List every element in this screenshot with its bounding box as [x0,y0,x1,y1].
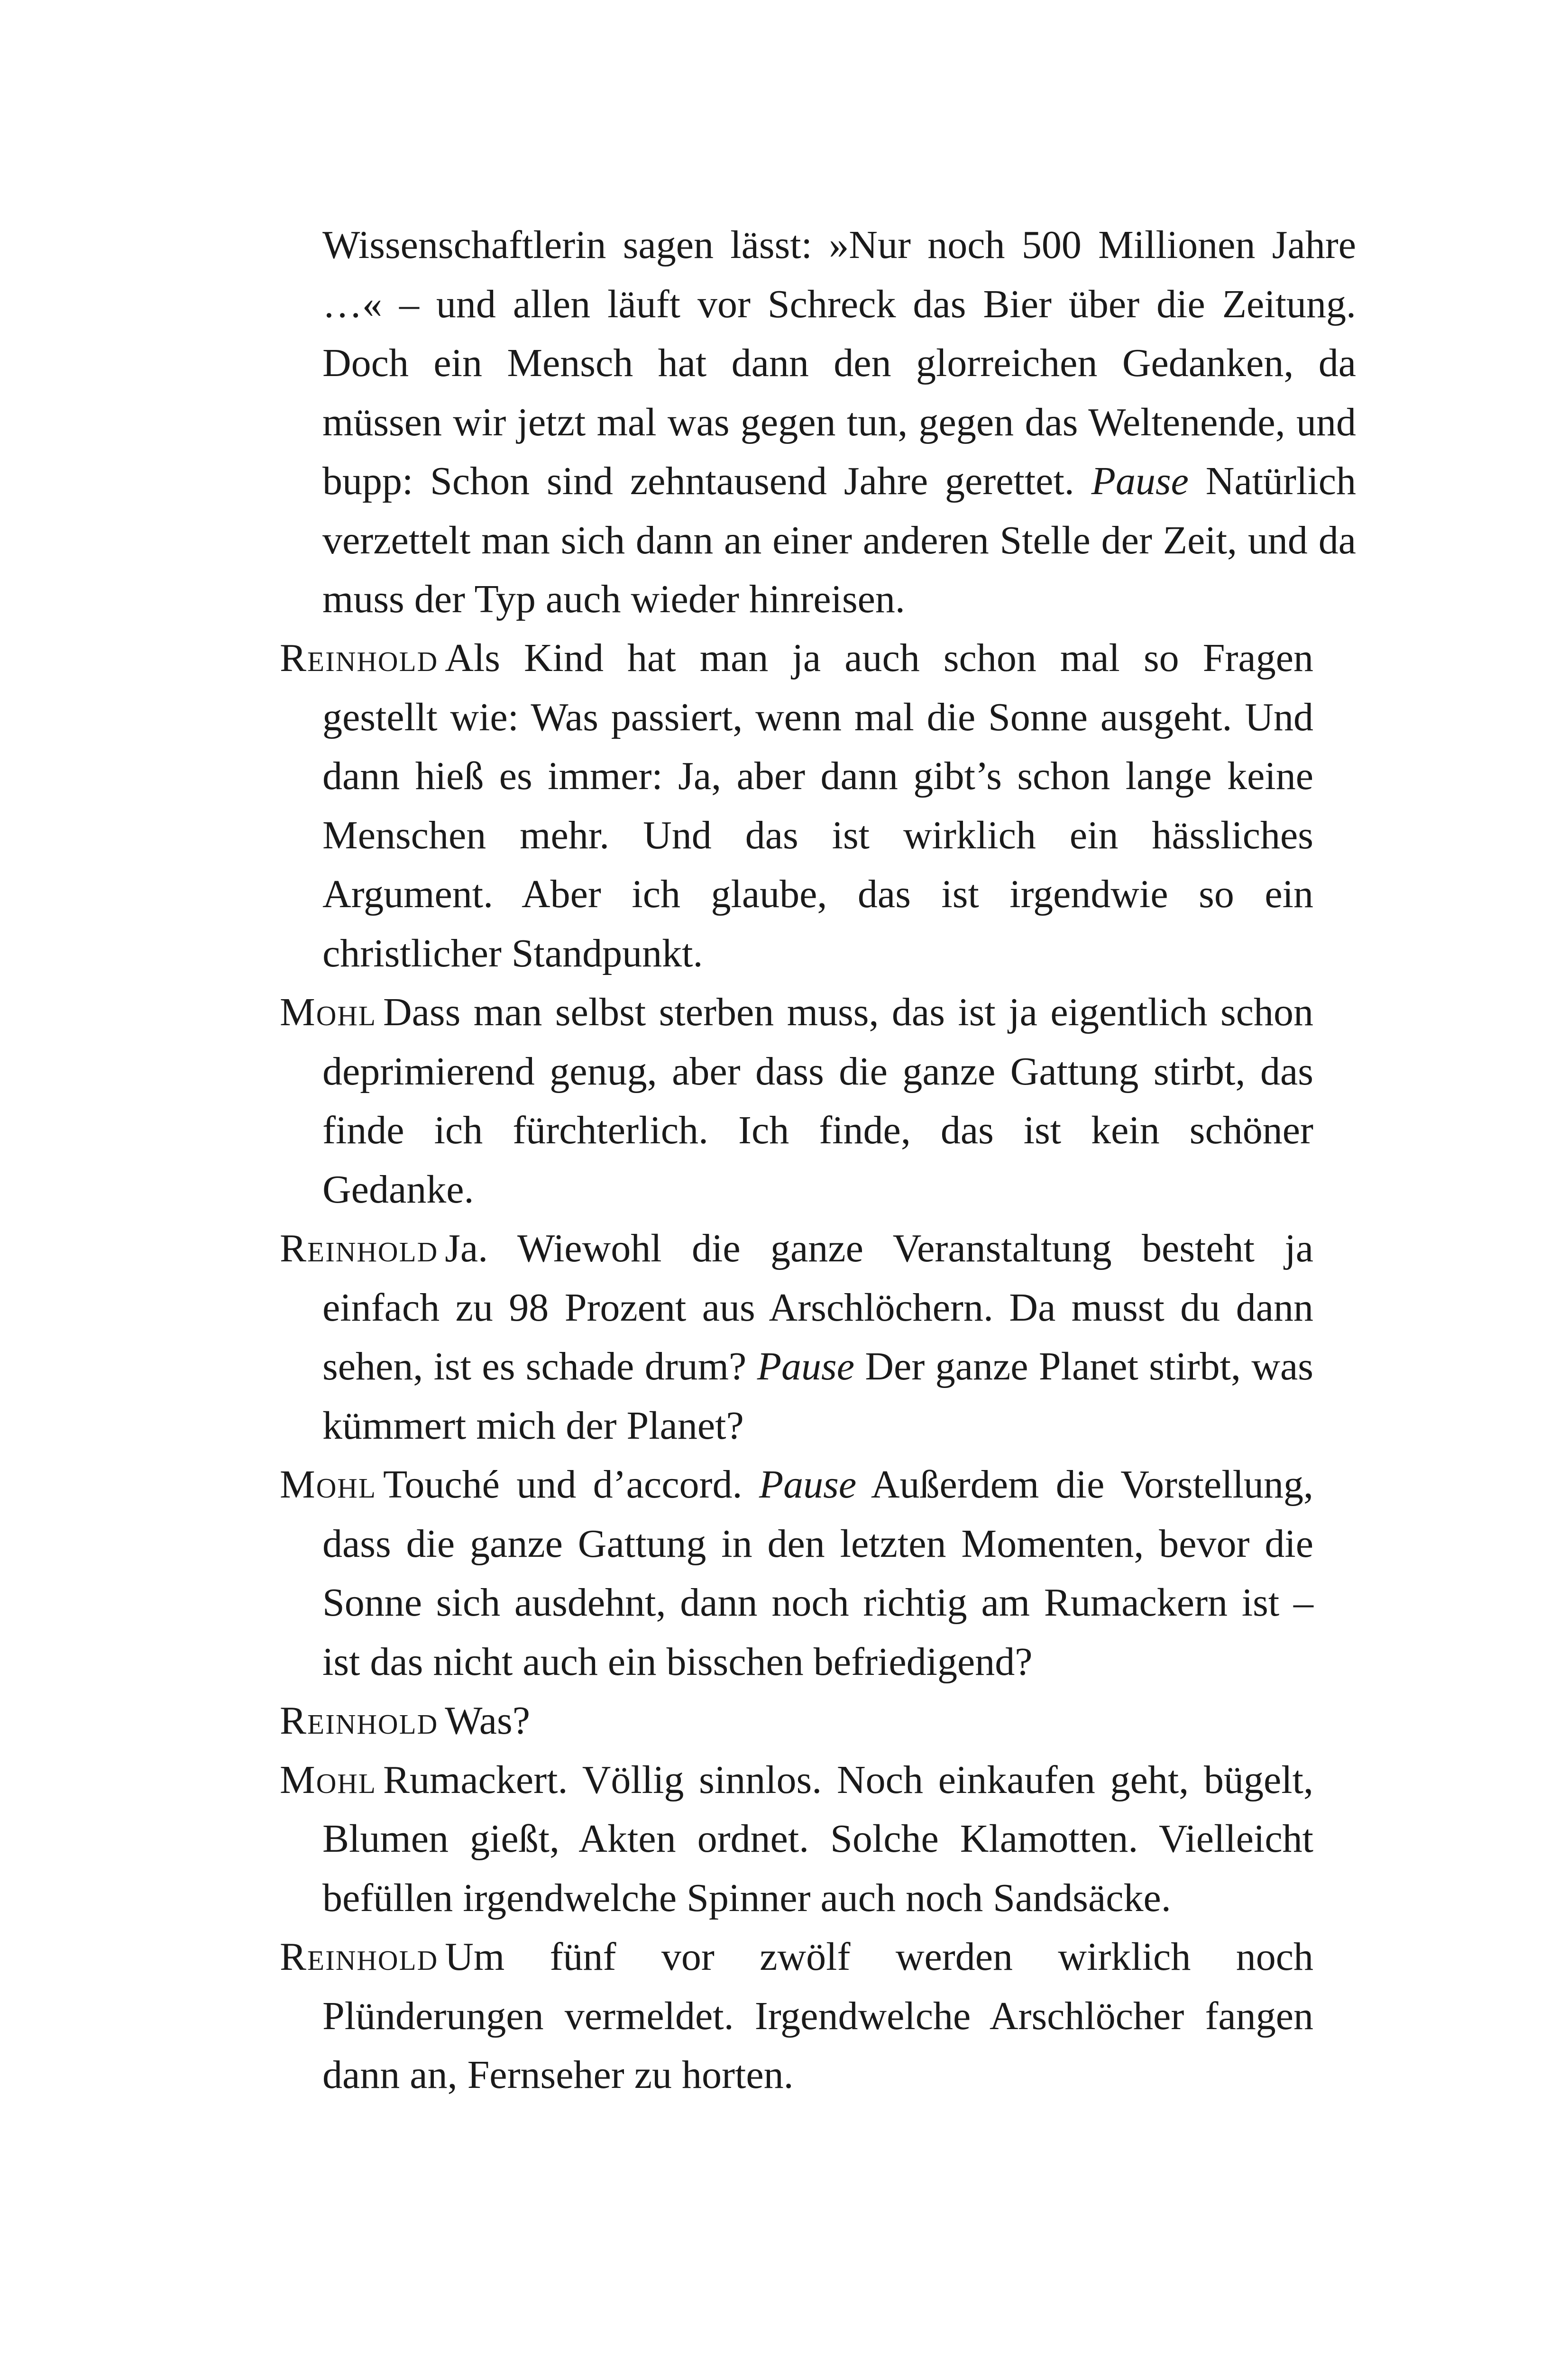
speaker-name: Mohl [280,1757,376,1802]
stage-direction-pause: Pause [1091,459,1189,503]
stage-direction-pause: Pause [757,1344,854,1388]
speaker-name: Reinhold [280,1226,439,1270]
dialogue-text: Als Kind hat man ja auch schon mal so Fragen gestellt wie: Was passiert, wenn mal die Sonne ausgeht. Und dann hieß es immer: Ja, aber dann gibt’s schon lange keine Menschen mehr. Und das ist wirklich ein hässliches Argument. Aber ich glaube, das ist irgendwie so ein christlicher Standpunkt. [322,636,1313,975]
dialogue-turn-reinhold-1 [280,629,1313,983]
dialogue-turn-mohl-1 [280,983,1313,1219]
stage-direction-pause: Pause [759,1462,857,1507]
dialogue-turn-reinhold-3 [280,1691,1313,1751]
paragraph-text-end: Natürlich verzettelt man sich dann an einer anderen Stelle der Zeit, und da muss der Typ auch wieder hinreisen. [322,459,1356,621]
dialogue-text: Ja. Wiewohl die ganze Veranstaltung besteht ja einfach zu 98 Prozent aus Arschlöchern. Da musst du dann sehen, ist es schade drum? [322,1226,1313,1388]
speaker-name: Mohl [280,990,376,1034]
dialogue-text: Um fünf vor zwölf werden wirklich noch Plünderungen vermeldet. Irgendwelche Arschlöcher fangen dann an, Fernseher zu horten. [322,1935,1313,2097]
continued-paragraph [280,216,1356,629]
speaker-name: Reinhold [280,1699,439,1743]
dialogue-text-continued: Der ganze Planet stirbt, was kümmert mich der Planet? [322,1344,1313,1448]
dialogue-turn-reinhold-2 [280,1219,1313,1455]
dialogue-text: Was? [445,1699,530,1743]
speaker-name: Reinhold [280,1935,439,1979]
paragraph-text-start: Wissenschaftlerin sagen lässt: »Nur noch 500 Millionen Jahre …« – und allen läuft vor Schreck das Bier über die Zeitung. Doch ein Mensch hat dann den glorreichen Gedanken, da müssen wir jetzt mal was gegen tun, gegen das Weltenende, und bupp: Schon sind zehntausend Jahre gerettet. [322,223,1356,503]
speaker-name: Reinhold [280,636,439,680]
dialogue-text: Touché und d’accord. [383,1462,759,1507]
dialogue-text: Rumackert. Völlig sinnlos. Noch einkaufen geht, bügelt, Blumen gießt, Akten ordnet. Solche Klamotten. Vielleicht befüllen irgendwelche Spinner auch noch Sandsäcke. [322,1757,1313,1920]
speaker-name: Mohl [280,1462,376,1507]
dialogue-turn-mohl-3 [280,1751,1313,1928]
dialogue-turn-reinhold-4 [280,1928,1313,2105]
dialogue-block [280,629,1313,2105]
dialogue-text-continued: Außerdem die Vorstellung, dass die ganze Gattung in den letzten Momenten, bevor die Sonne sich ausdehnt, dann noch richtig am Rumackern ist – ist das nicht auch ein bisschen befriedigend? [322,1462,1313,1684]
dialogue-turn-mohl-2 [280,1455,1313,1691]
dialogue-text: Dass man selbst sterben muss, das ist ja eigentlich schon deprimierend genug, aber dass die ganze Gattung stirbt, das finde ich fürchterlich. Ich finde, das ist kein schöner Gedanke. [322,990,1313,1212]
